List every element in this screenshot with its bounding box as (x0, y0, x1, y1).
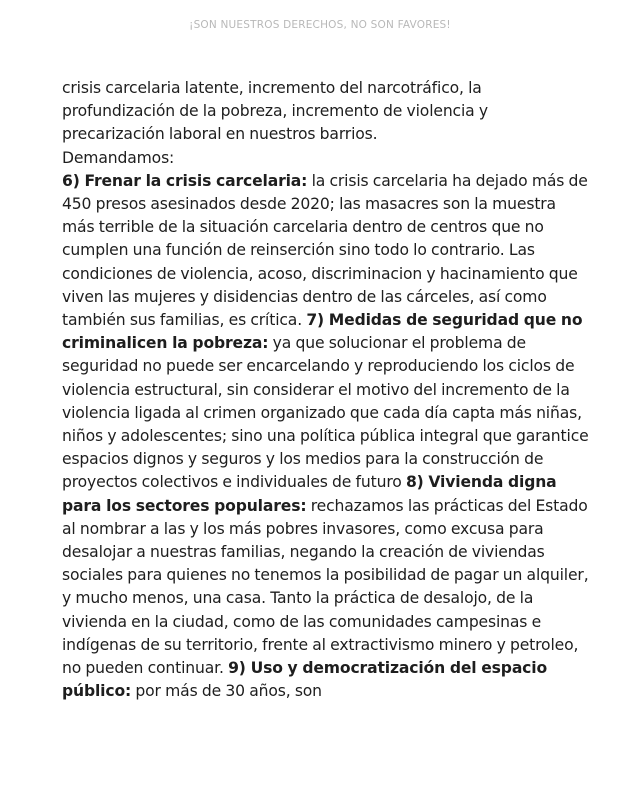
demand-7-title: 7) Medidas de seguridad que no criminalicen la pobreza: (62, 311, 583, 353)
document-body (62, 77, 592, 703)
running-header: ¡SON NUESTROS DERECHOS, NO SON FAVORES! (189, 19, 451, 31)
demands-paragraph (62, 170, 592, 704)
demands-heading: Demandamos: (62, 148, 175, 167)
demand-9-text: por más de 30 años, son (131, 682, 322, 701)
demand-8-title: 8) Vivienda digna para los sectores populares: (62, 473, 557, 515)
intro-paragraph: crisis carcelaria latente, incremento del narcotráfico, la profundización de la pobreza, incremento de violencia y precarización laboral en nuestros barrios. (62, 79, 488, 144)
demand-8-text: rechazamos las prácticas del Estado al nombrar a las y los más pobres invasores, como excusa para desalojar a nuestras familias, negando la creación de viviendas sociales para quienes no tenemos la posibilidad de pagar un alquiler, y mucho menos, una casa. Tanto la práctica de desalojo, de la vivienda en la ciudad, como de las comunidades campesinas e indígenas de su territorio, frente al extractivismo minero y petroleo, no pueden continuar. (62, 496, 589, 678)
demand-7-text: ya que solucionar el problema de seguridad no puede ser encarcelando y reproduciendo los ciclos de violencia estructural, sin considerar el motivo del incremento de la violencia ligada al crimen organizado que cada día capta más niñas, niños y adolescentes; sino una política pública integral que garantice espacios dignos y seguros y los medios para la construcción de proyectos colectivos e individuales de futuro (62, 334, 589, 492)
demand-6-text: la crisis carcelaria ha dejado más de 450 presos asesinados desde 2020; las masacres son la muestra más terrible de la situación carcelaria dentro de centros que no cumplen una función de reinserción sino todo lo contrario. Las condiciones de violencia, acoso, discriminacion y hacinamiento que viven las mujeres y disidencias dentro de las cárceles, así como también sus familias, es crítica. (62, 171, 588, 330)
demand-6-title: 6) Frenar la crisis carcelaria: (62, 171, 308, 190)
demand-9-title: 9) Uso y democratización del espacio público: (62, 659, 548, 701)
